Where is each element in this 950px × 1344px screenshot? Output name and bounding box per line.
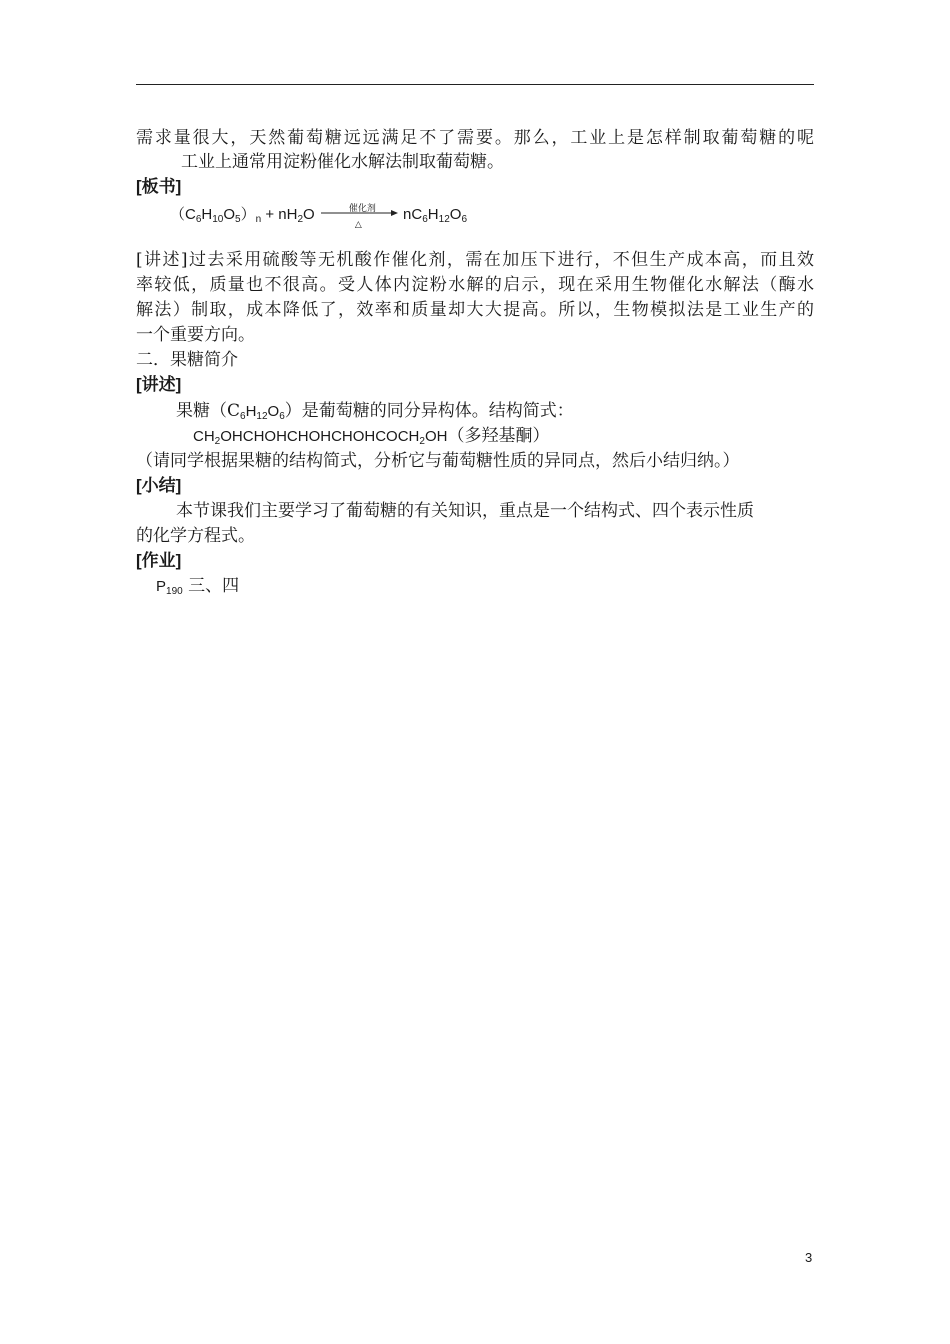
reaction-arrow: [319, 204, 399, 230]
hydrolysis-equation: $(C_6H_{10}O_5)_n + nH_2O$ 催化剂 △ $nC_6H_{12}O_6$: [170, 204, 467, 231]
header-rule: [136, 84, 814, 85]
paragraph-method-line: 工业上通常用淀粉催化水解法制取葡萄糖。: [181, 152, 504, 172]
paragraph-intro-line: 需求量很大，天然葡萄糖远远满足不了需要。那么，工业上是怎样制取葡萄糖的呢: [136, 128, 814, 148]
page-number: 3: [805, 1250, 813, 1265]
fructose-structure: $CH_2OHCHOHCHOHCHOHCOCH_2OH$（多羟基酮）: [193, 426, 550, 447]
heading-xiaojie: [小结]: [136, 476, 182, 495]
heat-symbol: △: [354, 220, 362, 230]
summary-line-1: 本节课我们主要学习了葡萄糖的有关知识，重点是一个结构式、四个表示性质: [176, 501, 754, 521]
catalyst-label: 催化剂: [348, 204, 376, 214]
paragraph-lecture-2: 率较低，质量也不很高。受人体内淀粉水解的启示，现在采用生物催化水解法（酶水: [136, 275, 814, 295]
paragraph-lecture-4: 一个重要方向。: [136, 325, 255, 345]
heading-jiangshu: [讲述]: [136, 375, 182, 394]
summary-line-2: 的化学方程式。: [136, 526, 255, 546]
discussion-prompt: （请同学根据果糖的结构简式，分析它与葡萄糖性质的异同点，然后小结归纳。）: [136, 451, 740, 471]
fructose-intro: 果糖$(C_6H_{12}O_6)$是葡萄糖的同分异构体。结构简式：: [176, 401, 574, 422]
paragraph-lecture-3: 解法）制取，成本降低了，效率和质量却大大提高。所以，生物模拟法是工业生产的: [136, 300, 814, 320]
homework-line: $P_{190}$ 三、四: [156, 576, 240, 597]
heading-banshu: [板书]: [136, 177, 182, 196]
section-2-title: 二．果糖简介: [136, 350, 238, 370]
paragraph-lecture-1: [讲述]过去采用硫酸等无机酸作催化剂，需在加压下进行，不但生产成本高，而且效: [136, 250, 814, 270]
heading-zuoye: [作业]: [136, 551, 182, 570]
